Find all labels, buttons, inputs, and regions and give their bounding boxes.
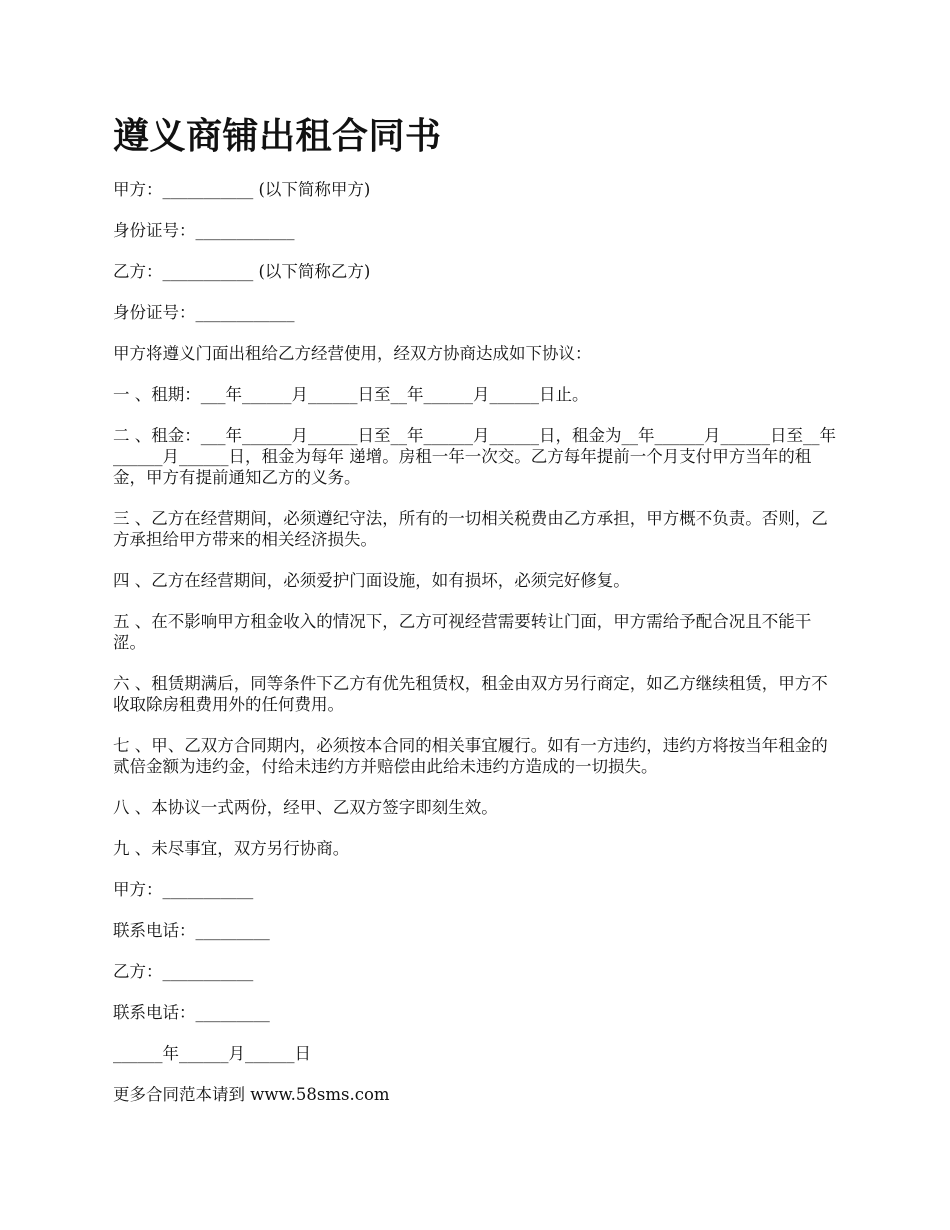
clause-5-transfer: 五 、在不影响甲方租金收入的情况下，乙方可视经营需要转让门面，甲方需给予配合况且不能干涩。 bbox=[113, 612, 812, 652]
clause-4-facilities: 四 、乙方在经营期间，必须爱护门面设施，如有损坏，必须完好修复。 bbox=[113, 571, 630, 590]
signing-date: ______年______月______日 bbox=[113, 1044, 311, 1063]
clause-7-breach: 七 、甲、乙双方合同期内，必须按本合同的相关事宜履行。如有一方违约，违约方将按当年租金的贰倍金额为违约金，付给未违约方并赔偿由此给未违约方造成的一切损失。 bbox=[113, 736, 828, 776]
party-b-id-line: 身份证号：____________ bbox=[113, 303, 295, 322]
clause-1-lease-term: 一 、租期：___年______月______日至__年______月______日止。 bbox=[113, 385, 589, 404]
signature-party-a: 甲方：___________ bbox=[113, 880, 254, 899]
clause-8-effective: 八 、本协议一式两份，经甲、乙双方签字即刻生效。 bbox=[113, 798, 498, 817]
clause-6-renewal: 六 、租赁期满后，同等条件下乙方有优先租赁权，租金由双方另行商定，如乙方继续租赁，甲方不收取除房租费用外的任何费用。 bbox=[113, 674, 828, 714]
agreement-intro: 甲方将遵义门面出租给乙方经营使用，经双方协商达成如下协议： bbox=[113, 344, 592, 363]
contact-phone-b: 联系电话：_________ bbox=[113, 1003, 270, 1022]
footer-website-note: 更多合同范本请到 www.58sms.com bbox=[113, 1085, 390, 1104]
document-title: 遵义商铺出租合同书 bbox=[113, 115, 442, 157]
contact-phone-a: 联系电话：_________ bbox=[113, 921, 270, 940]
clause-9-other: 九 、未尽事宜，双方另行协商。 bbox=[113, 839, 350, 858]
contract-document bbox=[113, 112, 843, 1125]
party-b-line: 乙方：___________ (以下简称乙方) bbox=[113, 262, 371, 281]
party-a-id-line: 身份证号：____________ bbox=[113, 221, 295, 240]
signature-party-b: 乙方：___________ bbox=[113, 962, 254, 981]
party-a-line: 甲方：___________ (以下简称甲方) bbox=[113, 180, 371, 199]
clause-3-taxes: 三 、乙方在经营期间，必须遵纪守法，所有的一切相关税费由乙方承担，甲方概不负责。否则，乙方承担给甲方带来的相关经济损失。 bbox=[113, 509, 828, 549]
clause-2-rent: 二 、租金：___年______月______日至__年______月______日，租金为__年______月______日至__年______月______日，租金为每年 递增。房租一年一次交。乙方每年提前一个月支付甲方当年的租金，甲方有提前通知乙方的义务。 bbox=[113, 426, 836, 487]
